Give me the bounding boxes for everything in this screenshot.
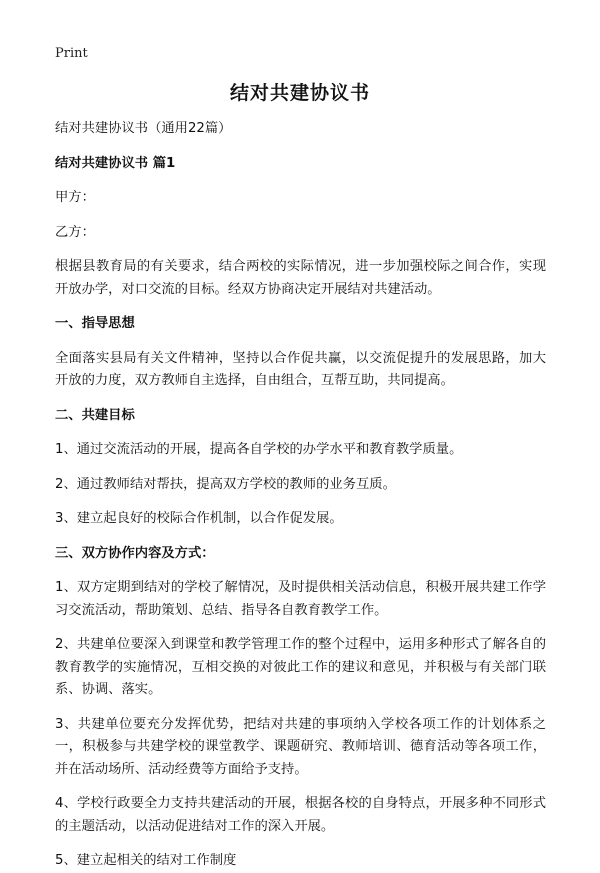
party-a-label: 甲方： xyxy=(55,190,95,205)
doc-subtitle: 结对共建协议书（通用22篇） xyxy=(55,121,232,136)
cooperation-item: 4、学校行政要全力支持共建活动的开展，根据各校的自身特点，开展多种不同形式的主题活动，以活动促进结对工作的深入开展。 xyxy=(55,796,546,834)
cooperation-item: 3、共建单位要充分发挥优势，把结对共建的事项纳入学校各项工作的计划体系之一，积极参与共建学校的课堂教学、课题研究、教师培训、德育活动等各项工作，并在活动场所、活动经费等方面给予支持。 xyxy=(55,716,546,777)
heading-guiding-thought: 一、指导思想 xyxy=(55,316,135,331)
goal-item: 1、通过交流活动的开展，提高各自学校的办学水平和教育教学质量。 xyxy=(55,442,463,457)
section-title: 结对共建协议书 篇1 xyxy=(55,155,176,171)
page-title: 结对共建协议书 xyxy=(229,82,370,104)
heading-goals: 二、共建目标 xyxy=(55,407,135,423)
cooperation-item: 1、双方定期到结对的学校了解情况，及时提供相关活动信息，积极开展共建工作学习交流活动，帮助策划、总结、指导各自教育教学工作。 xyxy=(55,580,546,618)
intro-paragraph: 根据县教育局的有关要求，结合两校的实际情况，进一步加强校际之间合作，实现开放办学，对口交流的目标。经双方协商决定开展结对共建活动。 xyxy=(55,259,546,297)
paragraph-guiding-thought: 全面落实县局有关文件精神，坚持以合作促共赢，以交流促提升的发展思路，加大开放的力度，双方教师自主选择，自由组合，互帮互助，共同提高。 xyxy=(55,350,546,388)
party-b-label: 乙方： xyxy=(55,224,95,240)
cooperation-item: 2、共建单位要深入到课堂和教学管理工作的整个过程中，运用多种形式了解各自的教育教学的实施情况，互相交换的对彼此工作的建议和意见，并积极与有关部门联系、协调、落实。 xyxy=(55,637,546,697)
goal-item: 2、通过教师结对帮扶，提高双方学校的教师的业务互质。 xyxy=(55,476,396,492)
heading-cooperation: 三、双方协作内容及方式： xyxy=(55,545,215,561)
print-link[interactable]: Print xyxy=(55,46,88,61)
cooperation-item: 5、建立起相关的结对工作制度 xyxy=(55,853,237,868)
goal-item: 3、建立起良好的校际合作机制，以合作促发展。 xyxy=(55,511,343,526)
document-body xyxy=(55,118,546,873)
